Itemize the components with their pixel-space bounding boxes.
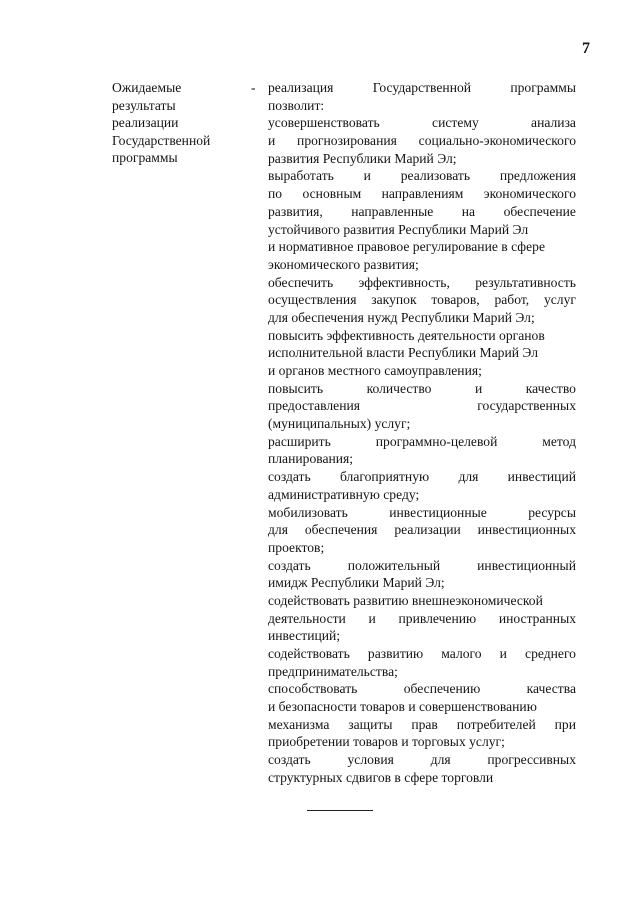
text-line <box>268 397 576 415</box>
text-line <box>268 167 576 185</box>
text-word: проектов; <box>268 539 325 555</box>
text-word: создать <box>268 752 311 768</box>
text-word: потребителей <box>456 716 536 732</box>
text-line <box>268 645 576 663</box>
text-word: экономического <box>483 186 576 202</box>
text-line <box>268 309 576 327</box>
text-word: обеспечение <box>503 203 576 219</box>
text-word: (муниципальных) услуг; <box>268 416 411 432</box>
text-word: качество <box>525 380 576 396</box>
text-line <box>268 627 576 645</box>
text-word: по <box>268 186 283 202</box>
text-word: реализация <box>268 80 334 95</box>
text-line <box>268 610 576 628</box>
expected-results-text <box>268 79 576 787</box>
label-dash: - <box>251 80 256 95</box>
text-line <box>268 203 576 221</box>
section-label-line: Ожидаемые <box>112 80 182 95</box>
text-word: имидж Республики Марий Эл; <box>268 575 445 591</box>
text-word: развития, <box>268 203 323 219</box>
text-line <box>268 380 576 398</box>
text-line <box>268 504 576 522</box>
text-word: расширить <box>268 433 331 449</box>
text-line <box>268 433 576 451</box>
text-word: предпринимательства; <box>268 663 398 679</box>
text-word: структурных сдвигов в сфере торговли <box>268 769 494 785</box>
text-word: исполнительной власти Республики Марий Эл <box>268 345 538 361</box>
text-word: при <box>554 716 576 732</box>
text-word: создать <box>268 557 311 573</box>
text-line <box>268 327 576 345</box>
text-word: и безопасности товаров и совершенствованию <box>268 699 537 715</box>
section-label-line: Государственной <box>112 132 211 148</box>
text-word: инвестиций <box>507 469 576 485</box>
text-word: анализа <box>531 115 576 131</box>
text-word: прогнозирования <box>297 133 397 149</box>
text-word: Государственной <box>372 80 472 95</box>
text-word: результативность <box>475 274 576 290</box>
text-word: экономического развития; <box>268 256 419 272</box>
text-word: инвестиционные <box>389 504 487 520</box>
text-line <box>268 663 576 681</box>
text-line <box>268 680 576 698</box>
text-line <box>268 574 576 592</box>
text-word: планирования; <box>268 451 354 467</box>
text-line <box>268 362 576 380</box>
text-word: инвестиций; <box>268 628 341 644</box>
text-line <box>268 97 576 115</box>
section-label-line: программы <box>112 150 178 166</box>
text-word: содействовать <box>268 646 350 661</box>
text-word: обеспечить <box>268 274 334 290</box>
footer-divider <box>307 810 373 811</box>
text-word: устойчивого развития Республики Марий Эл <box>268 221 529 237</box>
text-line <box>268 114 576 132</box>
text-word: направленные <box>351 203 434 219</box>
text-word: административную среду; <box>268 486 420 502</box>
text-word: способствовать <box>268 681 358 697</box>
text-word: основным <box>302 186 362 202</box>
section-label <box>112 79 247 167</box>
text-word: метод <box>542 433 576 449</box>
text-line <box>268 291 576 309</box>
text-word: выработать <box>268 168 334 184</box>
text-word: для <box>268 522 288 538</box>
text-word: инвестиционных <box>477 522 576 538</box>
text-word: приобретении товаров и торговых услуг; <box>268 734 505 750</box>
text-word: и <box>499 646 507 661</box>
text-word: систему <box>432 115 479 131</box>
text-line <box>268 256 576 274</box>
text-line <box>268 698 576 716</box>
text-word: на <box>461 203 476 219</box>
text-word: прогрессивных <box>487 752 576 768</box>
text-line <box>268 344 576 362</box>
text-word: реализовать <box>400 168 471 184</box>
text-word: качества <box>526 681 576 697</box>
text-word: защиты <box>348 716 393 732</box>
text-word: закупок <box>371 292 417 308</box>
text-word: прав <box>411 716 438 732</box>
text-word: предложения <box>499 168 576 184</box>
text-line <box>268 185 576 203</box>
text-line <box>268 468 576 486</box>
text-word: усовершенствовать <box>268 115 380 131</box>
text-word: для обеспечения нужд Республики Марий Эл; <box>268 309 535 325</box>
text-line <box>268 751 576 769</box>
text-word: инвестиционный <box>477 557 576 573</box>
text-line <box>268 450 576 468</box>
text-word: социально-экономического <box>418 133 576 149</box>
text-line <box>268 486 576 504</box>
text-word: предоставления <box>268 398 361 414</box>
text-word: и <box>368 610 376 626</box>
text-line <box>268 221 576 239</box>
text-word: условия <box>347 752 394 768</box>
text-word: развития Республики Марий Эл; <box>268 150 457 166</box>
text-word: осуществления <box>268 292 357 308</box>
text-word: эффективность, <box>358 274 450 290</box>
text-line <box>268 592 576 610</box>
text-word: и <box>268 133 276 149</box>
text-word: и <box>474 380 483 396</box>
text-line <box>268 521 576 539</box>
text-word: и органов местного самоуправления; <box>268 363 482 378</box>
text-line <box>268 539 576 557</box>
text-word: повысить эффективность деятельности органов <box>268 327 545 343</box>
text-line <box>268 769 576 787</box>
text-word: малого <box>441 646 482 661</box>
text-word: ресурсы <box>528 504 576 520</box>
text-word: количество <box>366 380 432 396</box>
text-line <box>268 274 576 292</box>
section-label-line: реализации <box>112 115 179 131</box>
text-word: государственных <box>477 398 576 414</box>
text-word: позволит: <box>268 97 325 113</box>
text-word: обеспечения <box>304 522 378 538</box>
text-word: повысить <box>268 380 324 396</box>
section-label-line: результаты <box>112 97 176 113</box>
text-line <box>268 132 576 150</box>
text-line <box>268 238 576 256</box>
text-word: создать <box>268 469 311 485</box>
text-word: для <box>458 469 479 485</box>
text-word: содействовать развитию внешнеэкономической <box>268 592 543 608</box>
text-word: благоприятную <box>339 469 430 485</box>
text-word: привлечению <box>398 610 477 626</box>
text-word: и нормативное правовое регулирование в сфере <box>268 239 545 255</box>
text-word: мобилизовать <box>268 504 348 520</box>
text-word: для <box>430 752 451 768</box>
text-word: среднего <box>525 646 576 661</box>
text-word: услуг <box>543 292 576 308</box>
text-line <box>268 557 576 575</box>
page-number: 7 <box>582 40 590 57</box>
text-word: обеспечению <box>403 681 481 697</box>
text-word: товаров, <box>431 292 480 308</box>
text-line <box>268 150 576 168</box>
text-line <box>268 716 576 734</box>
text-word: программно-целевой <box>375 433 498 449</box>
text-word: деятельности <box>268 610 346 626</box>
text-line <box>268 415 576 433</box>
text-word: иностранных <box>498 610 576 626</box>
text-word: и <box>363 168 371 184</box>
text-word: программы <box>510 80 576 95</box>
text-word: механизма <box>268 716 330 732</box>
text-word: положительный <box>347 557 441 573</box>
text-word: развитию <box>367 646 424 661</box>
text-word: реализации <box>394 522 461 538</box>
text-line <box>268 733 576 751</box>
text-word: работ, <box>494 292 530 308</box>
text-word: направлениям <box>381 186 464 202</box>
text-line <box>268 79 576 97</box>
